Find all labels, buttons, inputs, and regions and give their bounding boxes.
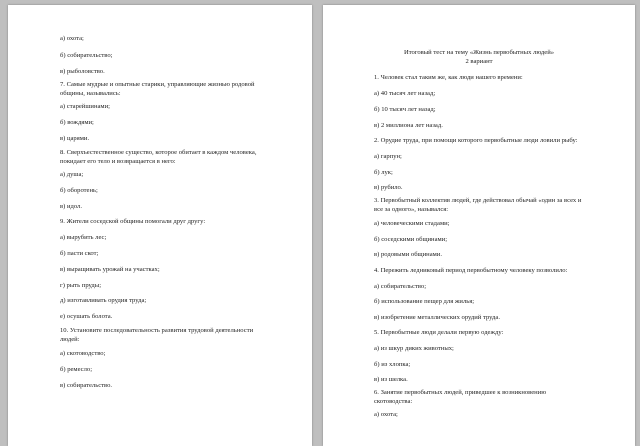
question-text: общины, назывались: [60, 90, 121, 97]
answer-option: б) 10 тысяч лет назад; [374, 106, 436, 113]
answer-option: а) 40 тысяч лет назад; [374, 90, 436, 97]
answer-option: а) охота; [60, 35, 84, 42]
question-text: 5. Первобытные люди делали первую одежду: [374, 329, 504, 336]
answer-option: в) изобретение металлических орудий труда. [374, 314, 500, 321]
answer-option: в) родовыми общинами. [374, 251, 442, 258]
answer-option: б) пасти скот; [60, 250, 99, 257]
question-text: 3. Первобытный коллектив людей, где действовал обычай «один за всех и [374, 197, 582, 204]
answer-option: в) 2 миллиона лет назад. [374, 122, 443, 129]
answer-option: в) идол. [60, 203, 82, 210]
question-text: 1. Человек стал таким же, как люди нашего времени: [374, 74, 523, 81]
answer-option: а) душа; [60, 171, 84, 178]
answer-option: а) старейшинами; [60, 103, 110, 110]
answer-option: а) скотоводство; [60, 350, 106, 357]
answer-option: б) вождями; [60, 119, 94, 126]
answer-option: а) вырубить лес; [60, 234, 107, 241]
question-text: 8. Сверхъестественное существо, которое обитает в каждом человека, [60, 149, 257, 156]
question-text: все за одного», назывался: [374, 206, 449, 213]
answer-option: а) человеческими стадами; [374, 220, 450, 227]
question-text: скотоводства: [374, 398, 413, 405]
answer-option: а) собирательство; [374, 283, 427, 290]
test-variant: 2 вариант [465, 58, 493, 65]
question-text: 9. Жители соседской общины помогали друг другу: [60, 218, 206, 225]
answer-option: в) рубило. [374, 184, 403, 191]
question-text: 6. Занятие первобытных людей, приведшее к возникновению [374, 389, 547, 396]
answer-option: в) рыболовство. [60, 68, 105, 75]
test-title: Итоговый тест на тему «Жизнь первобытных людей» [403, 49, 555, 56]
answer-option: б) собирательство; [60, 52, 113, 59]
answer-option: а) из шкур диких животных; [374, 345, 454, 352]
answer-option: в) собирательство. [60, 382, 113, 389]
answer-option: б) из хлопка; [374, 361, 411, 368]
answer-option: б) соседскими общинами; [374, 236, 448, 243]
question-text: покидает его тело и возвращается в него: [60, 158, 176, 165]
answer-option: в) из шелка. [374, 376, 408, 383]
document-page-right [323, 5, 635, 446]
answer-option: в) царями. [60, 135, 90, 142]
question-text: людей: [60, 336, 80, 343]
question-text: 7. Самые мудрые и опытные старики, управляющие жизнью родовой [60, 81, 255, 88]
question-text: 2. Орудие труда, при помощи которого первобытные люди ловили рыбу: [374, 137, 578, 144]
answer-option: а) гарпун; [374, 153, 402, 160]
answer-option: б) оборотень; [60, 187, 98, 194]
answer-option: б) ремесло; [60, 366, 93, 373]
answer-option: в) выращивать урожай на участках; [60, 266, 160, 273]
document-page-left [8, 5, 312, 446]
question-text: 4. Пережить ледниковый период первобытному человеку позволило: [374, 267, 568, 274]
answer-option: б) использование пещер для жилья; [374, 298, 475, 305]
answer-option: б) лук; [374, 169, 393, 176]
answer-option: г) рыть пруды; [60, 282, 102, 289]
answer-option: а) охота; [374, 411, 398, 418]
answer-option: е) осушать болота. [60, 313, 113, 320]
answer-option: д) изготавливать орудия труда; [60, 297, 147, 304]
question-text: 10. Установите последовательность развития трудовой деятельности [60, 327, 254, 334]
